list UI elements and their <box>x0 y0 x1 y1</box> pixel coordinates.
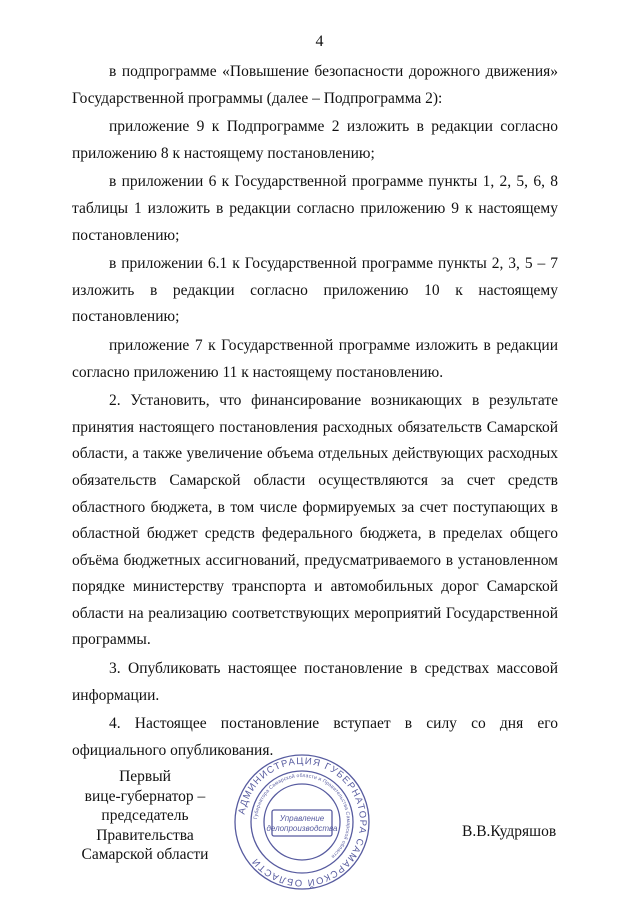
document-body <box>72 59 558 764</box>
signer-title-line: вице-губернатор – <box>84 787 206 805</box>
signer-title-line: Самарской области <box>81 846 209 863</box>
paragraph-item-2: 2. Установить, что финансирование возникающих в результате принятия настоящего постановления расходных обязательств Самарской области, а также увеличение объема отдельных действующих расходных обязательств Самарской области осуществляются за счет средств областного бюджета, в том числе формируемых за счет поступающих в областной бюджет средств федерального бюджета, в пределах общего объёма бюджетных ассигнований, предусматриваемого в установленном порядке министерству транспорта и автомобильных дорог Самарской области на реализацию соответствующих мероприятий Государственной программы. <box>72 392 558 649</box>
paragraph-item-3: 3. Опубликовать настоящее постановление в средствах массовой информации. <box>72 660 558 704</box>
seal-center-line: Управление <box>279 814 325 823</box>
signature-block <box>60 767 230 865</box>
seal-inner-text: Губернатора Самарской области и Правительства Самарской области <box>253 772 352 860</box>
official-seal-stamp <box>232 752 372 892</box>
signer-name: В.В.Кудряшов <box>462 823 557 840</box>
paragraph-appendix-7: приложение 7 к Государственной программе изложить в редакции согласно приложению 11 к настоящему постановлению. <box>72 336 558 381</box>
paragraph-appendix-6: в приложении 6 к Государственной программе пункты 1, 2, 5, 6, 8 таблицы 1 изложить в редакции согласно приложению 9 к настоящему постановлению; <box>72 173 558 244</box>
signer-title-line: председатель Правительства <box>96 807 194 844</box>
paragraph-appendix-6-1: в приложении 6.1 к Государственной программе пункты 2, 3, 5 – 7 изложить в редакции согласно приложению 10 к настоящему постановлению; <box>72 255 558 326</box>
signer-title-line: Первый <box>119 768 171 785</box>
seal-outer-text: АДМИНИСТРАЦИЯ ГУБЕРНАТОРА САМАРСКОЙ ОБЛАСТИ <box>236 755 369 889</box>
paragraph-subprogram-2: в подпрограмме «Повышение безопасности дорожного движения» Государственной программы (далее – Подпрограмма 2): <box>72 63 558 107</box>
seal-center-line: делопроизводства <box>266 824 338 833</box>
page-number: 4 <box>315 33 324 50</box>
paragraph-appendix-9: приложение 9 к Подпрограмме 2 изложить в редакции согласно приложению 8 к настоящему постановлению; <box>72 118 558 162</box>
paragraph-item-4: 4. Настоящее постановление вступает в силу со дня его официального опубликования. <box>72 715 558 759</box>
